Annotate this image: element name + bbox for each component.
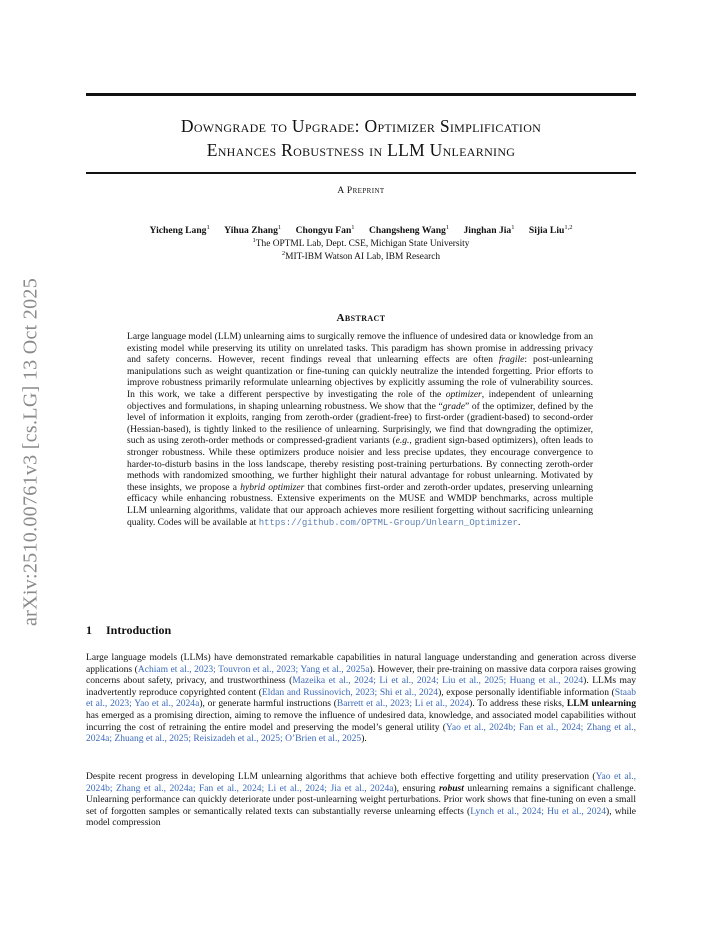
title-rule-top <box>86 93 636 96</box>
preprint-label: A Preprint <box>337 186 385 196</box>
citation-link[interactable]: Eldan and Russinovich, 2023; Shi et al., 2024 <box>261 686 439 698</box>
affiliation-2: $^2$MIT-IBM Watson AI Lab, IBM Research <box>281 250 441 263</box>
author: Chongyu Fan$^1$ <box>295 224 355 237</box>
citation-link[interactable]: Yao et al., 2024b; Zhang et al., 2024a; Fan et al., 2024; Li et al., 2024; Jia et al., 2024a <box>86 771 636 794</box>
intro-paragraph-2: Despite recent progress in developing LLM unlearning algorithms that achieve both effective forgetting and utility preservation (Yao et al., 2024b; Zhang et al., 2024a; Fan et al., 2024; Li et al., 2024; Jia et al., 2024a), ensuring robust unlearning remains a significant challenge. Unlearning performance can quickly deteriorate under post-unlearning weight perturbations. Prior work shows that fine-tuning on even a small set of forgotten samples or semantically related texts can substantially reverse unlearning effects (Lynch et al., 2024; Hu et al., 2024), while model compression <box>86 771 636 829</box>
citation-link[interactable]: Achiam et al., 2023; Touvron et al., 2023; Yang et al., 2025a <box>137 663 370 675</box>
affiliation-1: $^1$The OPTML Lab, Dept. CSE, Michigan State University <box>252 237 470 250</box>
author: Yihua Zhang$^1$ <box>224 224 282 237</box>
title-rule-bottom <box>86 172 636 174</box>
arxiv-stamp <box>10 262 52 642</box>
title-line-2: Enhances Robustness in LLM Unlearning <box>206 140 516 160</box>
abstract-heading: Abstract <box>336 312 386 324</box>
citation-link[interactable]: Staab et al., 2023; Yao et al., 2024a <box>86 686 636 710</box>
author: Changsheng Wang$^1$ <box>368 224 450 237</box>
code-link[interactable]: https://github.com/OPTML-Group/Unlearn_Optimizer <box>258 517 518 528</box>
citation-link[interactable]: Mazeika et al., 2024; Li et al., 2024; Liu et al., 2025; Huang et al., 2024 <box>292 675 584 687</box>
author: Jinghan Jia$^1$ <box>463 224 515 237</box>
section-heading: 1 Introduction <box>86 623 172 637</box>
citation-link[interactable]: Yao et al., 2024b; Fan et al., 2024; Zhang et al., 2024a; Zhuang et al., 2025; Reisizadeh et al., 2025; O’Brien et al., 2025 <box>86 721 637 745</box>
author: Yicheng Lang$^1$ <box>149 224 210 237</box>
paper-title <box>86 114 636 162</box>
citation-link[interactable]: Lynch et al., 2024; Hu et al., 2024 <box>470 805 607 817</box>
author-list <box>86 224 636 236</box>
intro-paragraph-1: Large language models (LLMs) have demonstrated remarkable capabilities in natural language understanding and generation across diverse applications (Achiam et al., 2023; Touvron et al., 2023; Yang et al., 2025a). However, their pre-training on massive data corpora raises growing concerns about safety, privacy, and trustworthiness (Mazeika et al., 2024; Li et al., 2024; Liu et al., 2025; Huang et al., 2024). LLMs may inadvertently reproduce copyrighted content (Eldan and Russinovich, 2023; Shi et al., 2024), expose personally identifiable information (Staab et al., 2023; Yao et al., 2024a), or generate harmful instructions (Barrett et al., 2023; Li et al., 2024). To address these risks, LLM unlearning has emerged as a promising direction, aiming to remove the influence of undesired data, knowledge, and associated model capabilities without incurring the cost of retraining the entire model and preserving the model’s general utility (Yao et al., 2024b; Fan et al., 2024; Zhang et al., 2024a; Zhuang et al., 2025; Reisizadeh et al., 2025; O’Brien et al., 2025). <box>86 652 637 745</box>
citation-link[interactable]: Barrett et al., 2023; Li et al., 2024 <box>336 698 470 710</box>
abstract-body: Large language model (LLM) unlearning aims to surgically remove the influence of undesired data or knowledge from an existing model while preserving its utility on unrelated tasks. This paradigm has shown promise in addressing privacy and safety concerns. However, recent findings reveal that unlearning effects are often fragile: post-unlearning manipulations such as weight quantization or fine-tuning can quickly neutralize the intended forgetting. Prior efforts to improve robustness primarily reformulate unlearning objectives by explicitly assuming the role of vulnerability sources. In this work, we take a different perspective by investigating the role of the optimizer, independent of unlearning objectives and formulations, in shaping unlearning robustness. We show that the “grade” of the optimizer, defined by the level of information it exploits, ranging from zeroth-order (gradient-free) to first-order (gradient-based) to second-order (Hessian-based), is tightly linked to the resilience of unlearning. Surprisingly, we find that downgrading the optimizer, such as using zeroth-order methods or compressed-gradient variants (e.g., gradient sign-based optimizers), often leads to stronger robustness. While these optimizers produce noisier and less precise updates, they encourage convergence to harder-to-disturb basins in the loss landscape, thereby resisting post-training perturbations. By connecting zeroth-order methods with randomized smoothing, we further highlight their natural advantage for robust unlearning. Motivated by these insights, we propose a hybrid optimizer that combines first-order and zeroth-order updates, preserving unlearning efficacy while enhancing robustness. Extensive experiments on the MUSE and WMDP benchmarks, across multiple LLM unlearning algorithms, validate that our approach achieves more resilient forgetting without sacrificing unlearning quality. Codes will be available at https://github.com/OPTML-Group/Unlearn_Optimizer. <box>127 331 594 528</box>
arxiv-stamp-text: arXiv:2510.00761v3 [cs.LG] 13 Oct 2025 <box>19 277 42 627</box>
author: Sijia Liu$^{1,2}$ <box>528 224 573 237</box>
title-line-1: Downgrade to Upgrade: Optimizer Simplification <box>180 116 542 136</box>
